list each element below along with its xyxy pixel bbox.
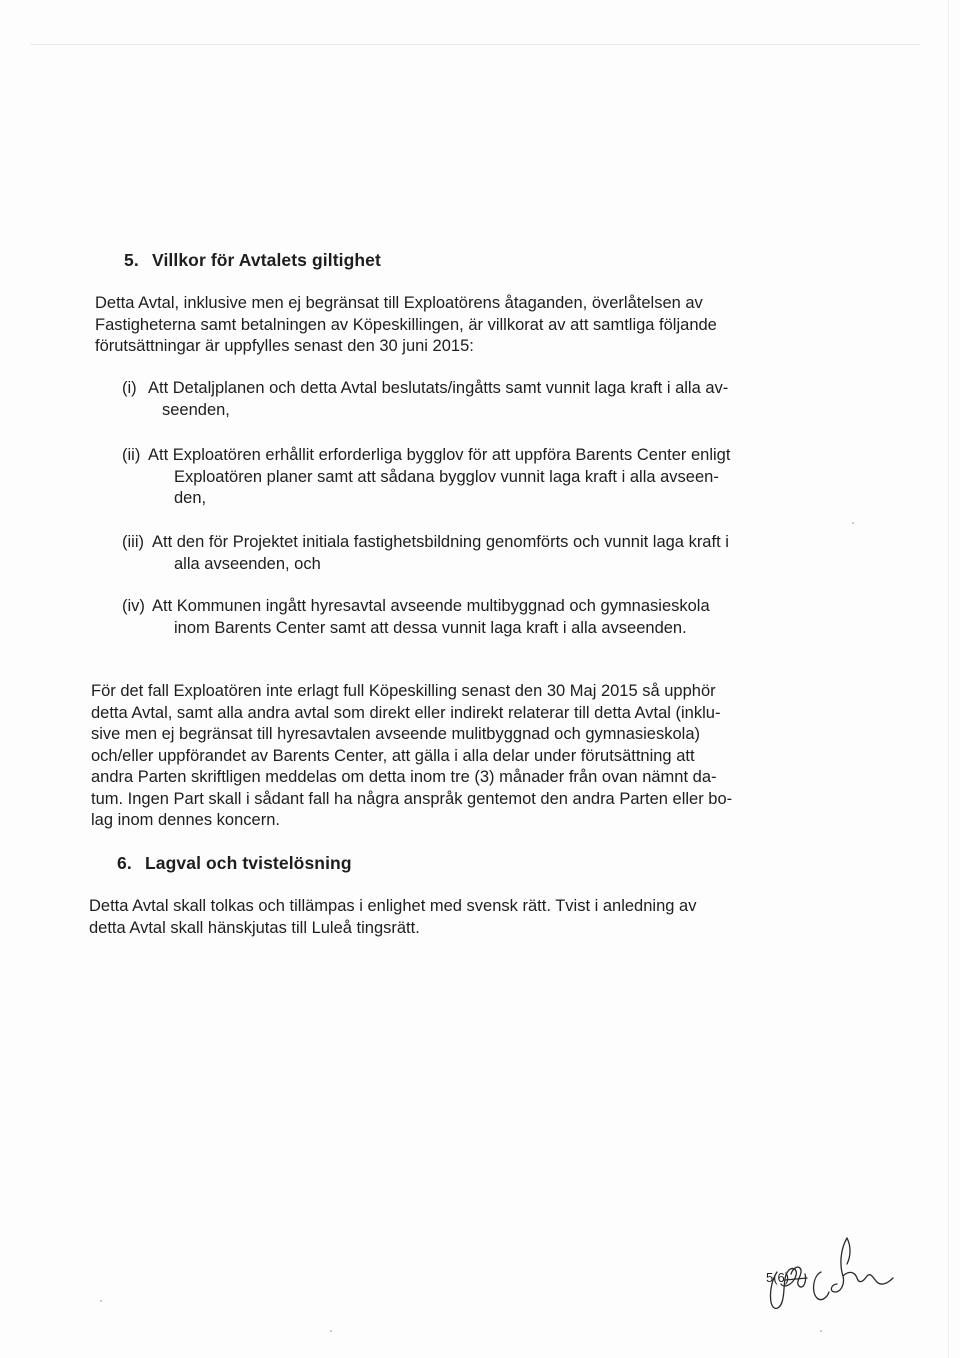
- closing-line: sive men ej begränsat till hyresavtalen avseende mulitbyggnad och gymnasieskola): [91, 725, 701, 743]
- scan-edge-top: [30, 44, 920, 45]
- condition-line: inom Barents Center samt att dessa vunnit laga kraft i alla avseenden.: [174, 618, 687, 637]
- condition-marker: (ii): [122, 446, 141, 464]
- section-5-heading: [124, 250, 381, 271]
- scan-speck: [852, 522, 854, 524]
- closing-line: andra Parten skriftligen meddelas om detta inom tre (3) månader från ovan nämnt da-: [91, 768, 717, 786]
- intro-line: Fastigheterna samt betalningen av Köpeskillingen, är villkorat av att samtliga följande: [95, 315, 717, 334]
- section-5-number: 5.: [124, 250, 139, 270]
- scan-speck: [820, 1330, 822, 1332]
- page-number: 5(6): [766, 1270, 790, 1285]
- section-5-title: Villkor för Avtalets giltighet: [152, 250, 381, 270]
- intro-line: Detta Avtal, inklusive men ej begränsat till Exploatörens åtaganden, överlåtelsen av: [95, 294, 703, 312]
- condition-line: den,: [174, 489, 207, 507]
- closing-line: För det fall Exploatören inte erlagt full Köpeskilling senast den 30 Maj 2015 så upphör: [91, 682, 716, 700]
- condition-marker: (iii): [122, 533, 144, 551]
- condition-marker: (i): [122, 379, 137, 397]
- section-5-closing: [91, 681, 732, 832]
- condition-line: Att den för Projektet initiala fastighetsbildning genomförts och vunnit laga kraft i: [152, 533, 729, 551]
- closing-line: detta Avtal, samt alla andra avtal som direkt eller indirekt relaterar till detta Avtal (inklu-: [91, 703, 721, 722]
- scan-speck: [330, 1330, 332, 1332]
- condition-line: Exploatören planer samt att sådana bygglov vunnit laga kraft i alla avseen-: [174, 467, 719, 486]
- handwritten-initials: [755, 1232, 905, 1322]
- section-6-line: detta Avtal skall hänskjutas till Luleå tingsrätt.: [89, 918, 420, 937]
- closing-line: lag inom dennes koncern.: [91, 811, 280, 829]
- closing-line: tum. Ingen Part skall i sådant fall ha några anspråk gentemot den andra Parten eller bo-: [91, 789, 733, 808]
- section-6-number: 6.: [117, 853, 132, 873]
- intro-line: förutsättningar är uppfylles senast den 30 juni 2015:: [95, 337, 474, 355]
- section-5-intro: [95, 293, 717, 358]
- scan-edge-right: [948, 0, 949, 1358]
- condition-line: Att Exploatören erhållit erforderliga bygglov för att uppföra Barents Center enligt: [148, 446, 731, 464]
- section-6-body: [89, 896, 696, 939]
- section-6-heading: [117, 853, 352, 874]
- condition-iii: [122, 532, 729, 575]
- condition-ii: [122, 445, 730, 510]
- condition-iv: [122, 596, 710, 639]
- scan-speck: [100, 1300, 102, 1302]
- condition-line: Att Detaljplanen och detta Avtal beslutats/ingåtts samt vunnit laga kraft i alla av-: [148, 379, 729, 397]
- condition-marker: (iv): [122, 597, 145, 615]
- section-6-line: Detta Avtal skall tolkas och tillämpas i enlighet med svensk rätt. Tvist i anledning av: [89, 897, 697, 915]
- condition-line: seenden,: [162, 400, 230, 419]
- section-6-title: Lagval och tvistelösning: [145, 853, 352, 873]
- condition-line: alla avseenden, och: [174, 554, 321, 573]
- closing-line: och/eller uppförandet av Barents Center, att gälla i alla delar under förutsättning att: [91, 746, 695, 765]
- condition-line: Att Kommunen ingått hyresavtal avseende multibyggnad och gymnasieskola: [152, 597, 710, 615]
- condition-i: [122, 378, 728, 421]
